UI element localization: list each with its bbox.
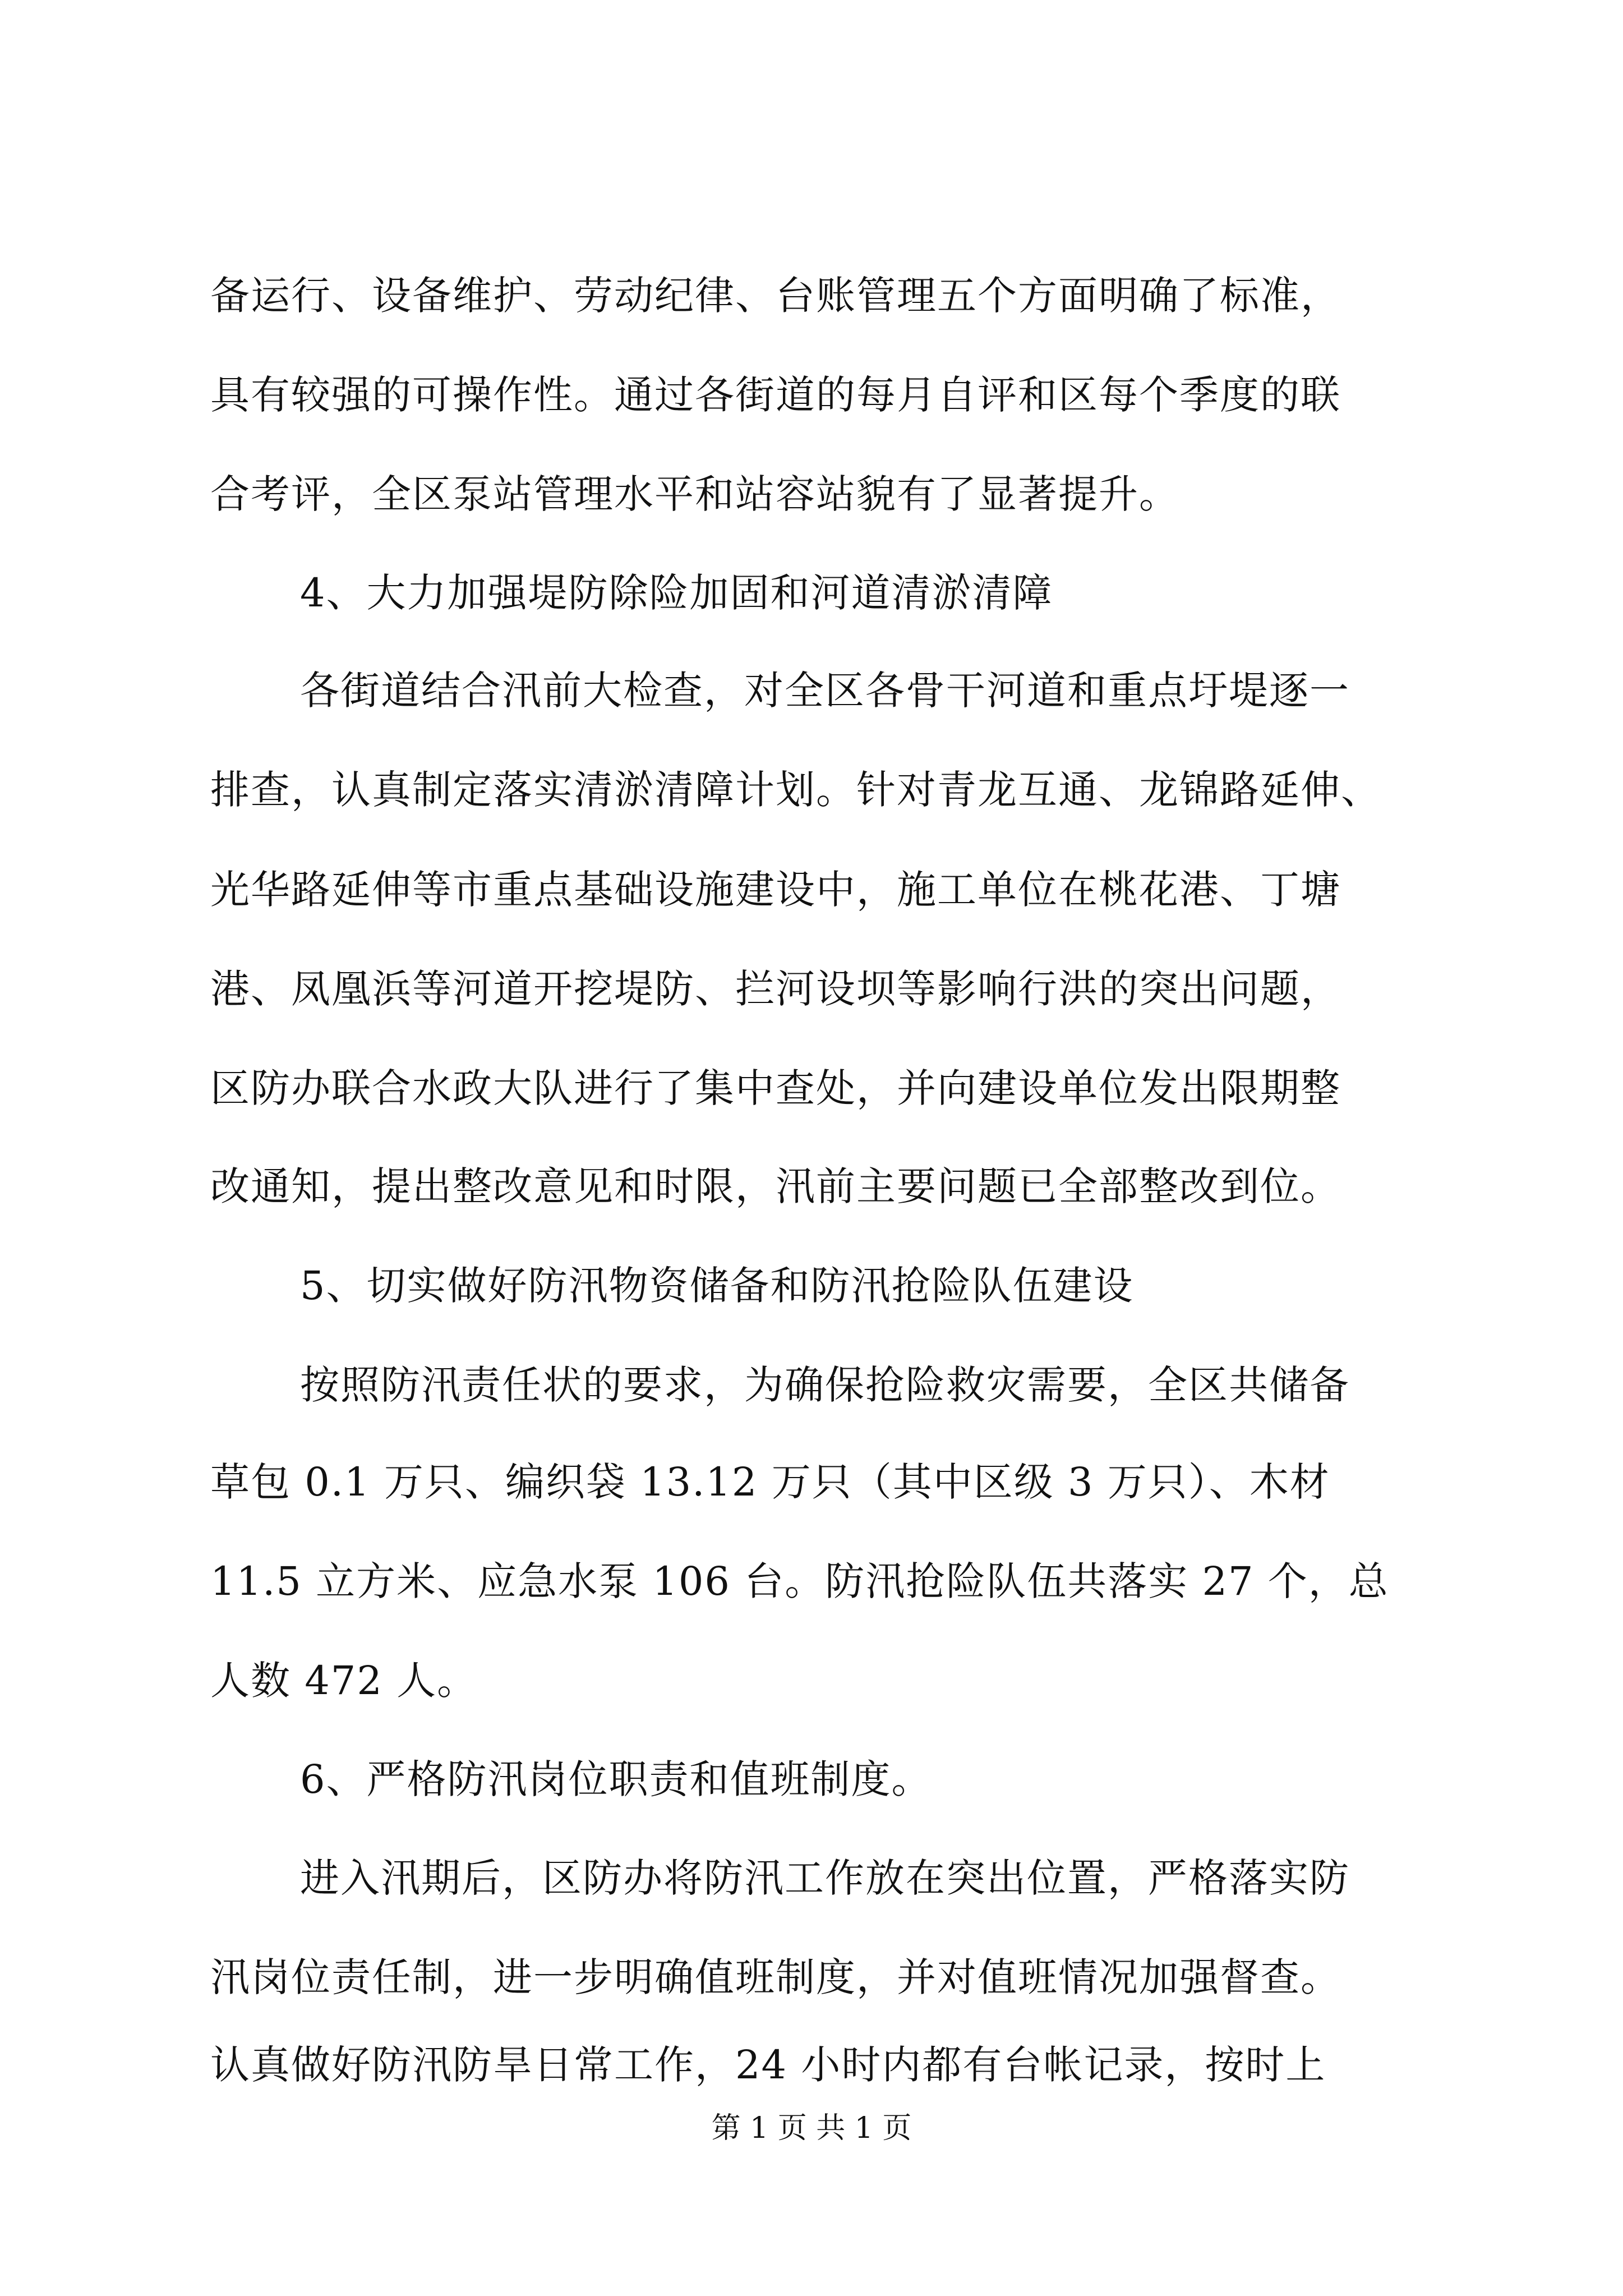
section-heading: 4、大力加强堤防除险加固和河道清淤清障 [300, 570, 1053, 616]
page-footer: 第 1 页 共 1 页 [711, 2111, 912, 2145]
text-line: 汛岗位责任制，进一步明确值班制度，并对值班情况加强督查。 [210, 1954, 1341, 2000]
text-line: 草包 0.1 万只、编织袋 13.12 万只（其中区级 3 万只）、木材 [210, 1459, 1330, 1505]
text-line: 区防办联合水政大队进行了集中查处，并向建设单位发出限期整 [210, 1065, 1341, 1111]
text-line: 改通知，提出整改意见和时限，汛前主要问题已全部整改到位。 [210, 1163, 1341, 1209]
text-line: 进入汛期后，区防办将防汛工作放在突出位置，严格落实防 [300, 1855, 1350, 1901]
section-heading: 6、严格防汛岗位职责和值班制度。 [300, 1756, 932, 1802]
section-heading: 5、切实做好防汛物资储备和防汛抢险队伍建设 [300, 1263, 1134, 1309]
text-line: 人数 472 人。 [210, 1658, 478, 1704]
text-line: 认真做好防汛防旱日常工作，24 小时内都有台帐记录，按时上 [210, 2042, 1326, 2088]
text-line: 港、凤凰浜等河道开挖堤防、拦河设坝等影响行洪的突出问题， [210, 966, 1341, 1012]
text-line: 排查，认真制定落实清淤清障计划。针对青龙互通、龙锦路延伸、 [210, 767, 1381, 813]
text-line: 具有较强的可操作性。通过各街道的每月自评和区每个季度的联 [210, 372, 1341, 418]
text-line: 备运行、设备维护、劳动纪律、台账管理五个方面明确了标准， [210, 273, 1341, 319]
text-line: 合考评，全区泵站管理水平和站容站貌有了显著提升。 [210, 471, 1179, 517]
text-line: 按照防汛责任状的要求，为确保抢险救灾需要，全区共储备 [300, 1362, 1350, 1408]
text-line: 各街道结合汛前大检查，对全区各骨干河道和重点圩堤逐一 [300, 668, 1350, 714]
text-line: 11.5 立方米、应急水泵 106 台。防汛抢险队伍共落实 27 个，总 [210, 1558, 1389, 1604]
text-line: 光华路延伸等市重点基础设施建设中，施工单位在桃花港、丁塘 [210, 867, 1341, 913]
